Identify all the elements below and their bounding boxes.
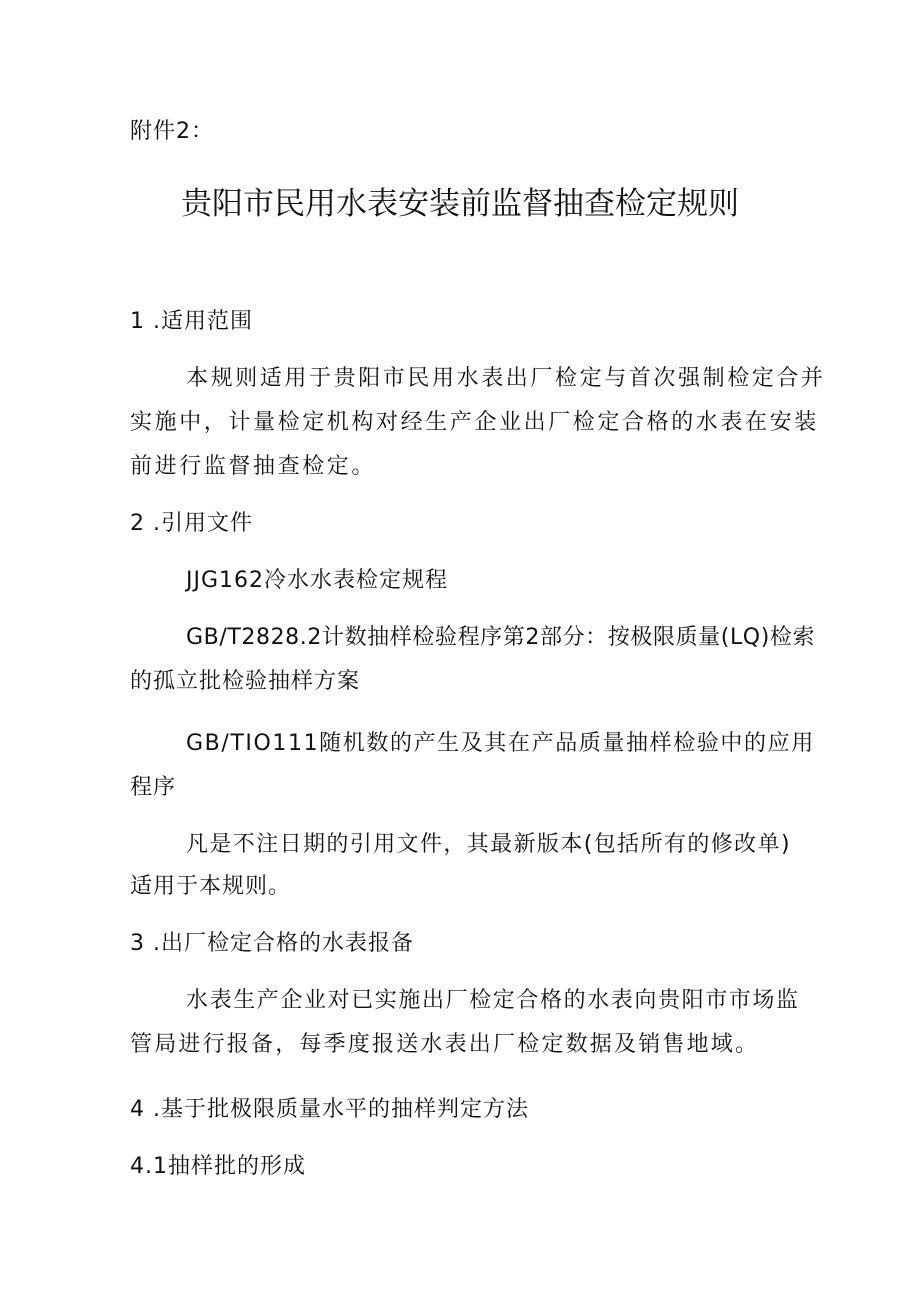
reference-item: JJG162冷水水表检定规程: [186, 568, 449, 593]
reference-item: GB/T2828.2计数抽样检验程序第2部分：按极限质量(LQ)检索: [186, 625, 816, 650]
section-heading-references: 2 .引用文件: [130, 511, 253, 536]
section-heading-scope: 1 .适用范围: [130, 309, 253, 334]
paragraph-line: 水表生产企业对已实施出厂检定合格的水表向贵阳市市场监: [186, 988, 800, 1013]
paragraph-line: 适用于本规则。: [130, 874, 292, 899]
document-title: 贵阳市民用水表安装前监督抽查检定规则: [181, 186, 739, 222]
paragraph-line: 管局进行报备，每季度报送水表出厂检定数据及销售地域。: [130, 1032, 760, 1057]
section-heading-filing: 3 .出厂检定合格的水表报备: [130, 931, 414, 956]
paragraph-line: 凡是不注日期的引用文件，其最新版本(包括所有的修改单): [186, 832, 791, 857]
subsection-heading: 4.1抽样批的形成: [130, 1154, 306, 1179]
reference-item-continuation: 程序: [130, 775, 177, 800]
reference-item: GB/TIO111随机数的产生及其在产品质量抽样检验中的应用: [186, 731, 815, 756]
paragraph-line: 前进行监督抽查检定。: [130, 454, 377, 479]
reference-item-continuation: 的孤立批检验抽样方案: [130, 669, 361, 694]
paragraph-line: 本规则适用于贵阳市民用水表出厂检定与首次强制检定合并: [186, 366, 826, 391]
paragraph-line: 实施中，计量检定机构对经生产企业出厂检定合格的水表在安装: [130, 410, 819, 435]
section-heading-sampling-method: 4 .基于批极限质量水平的抽样判定方法: [130, 1097, 529, 1122]
attachment-label: 附件2：: [130, 119, 214, 144]
